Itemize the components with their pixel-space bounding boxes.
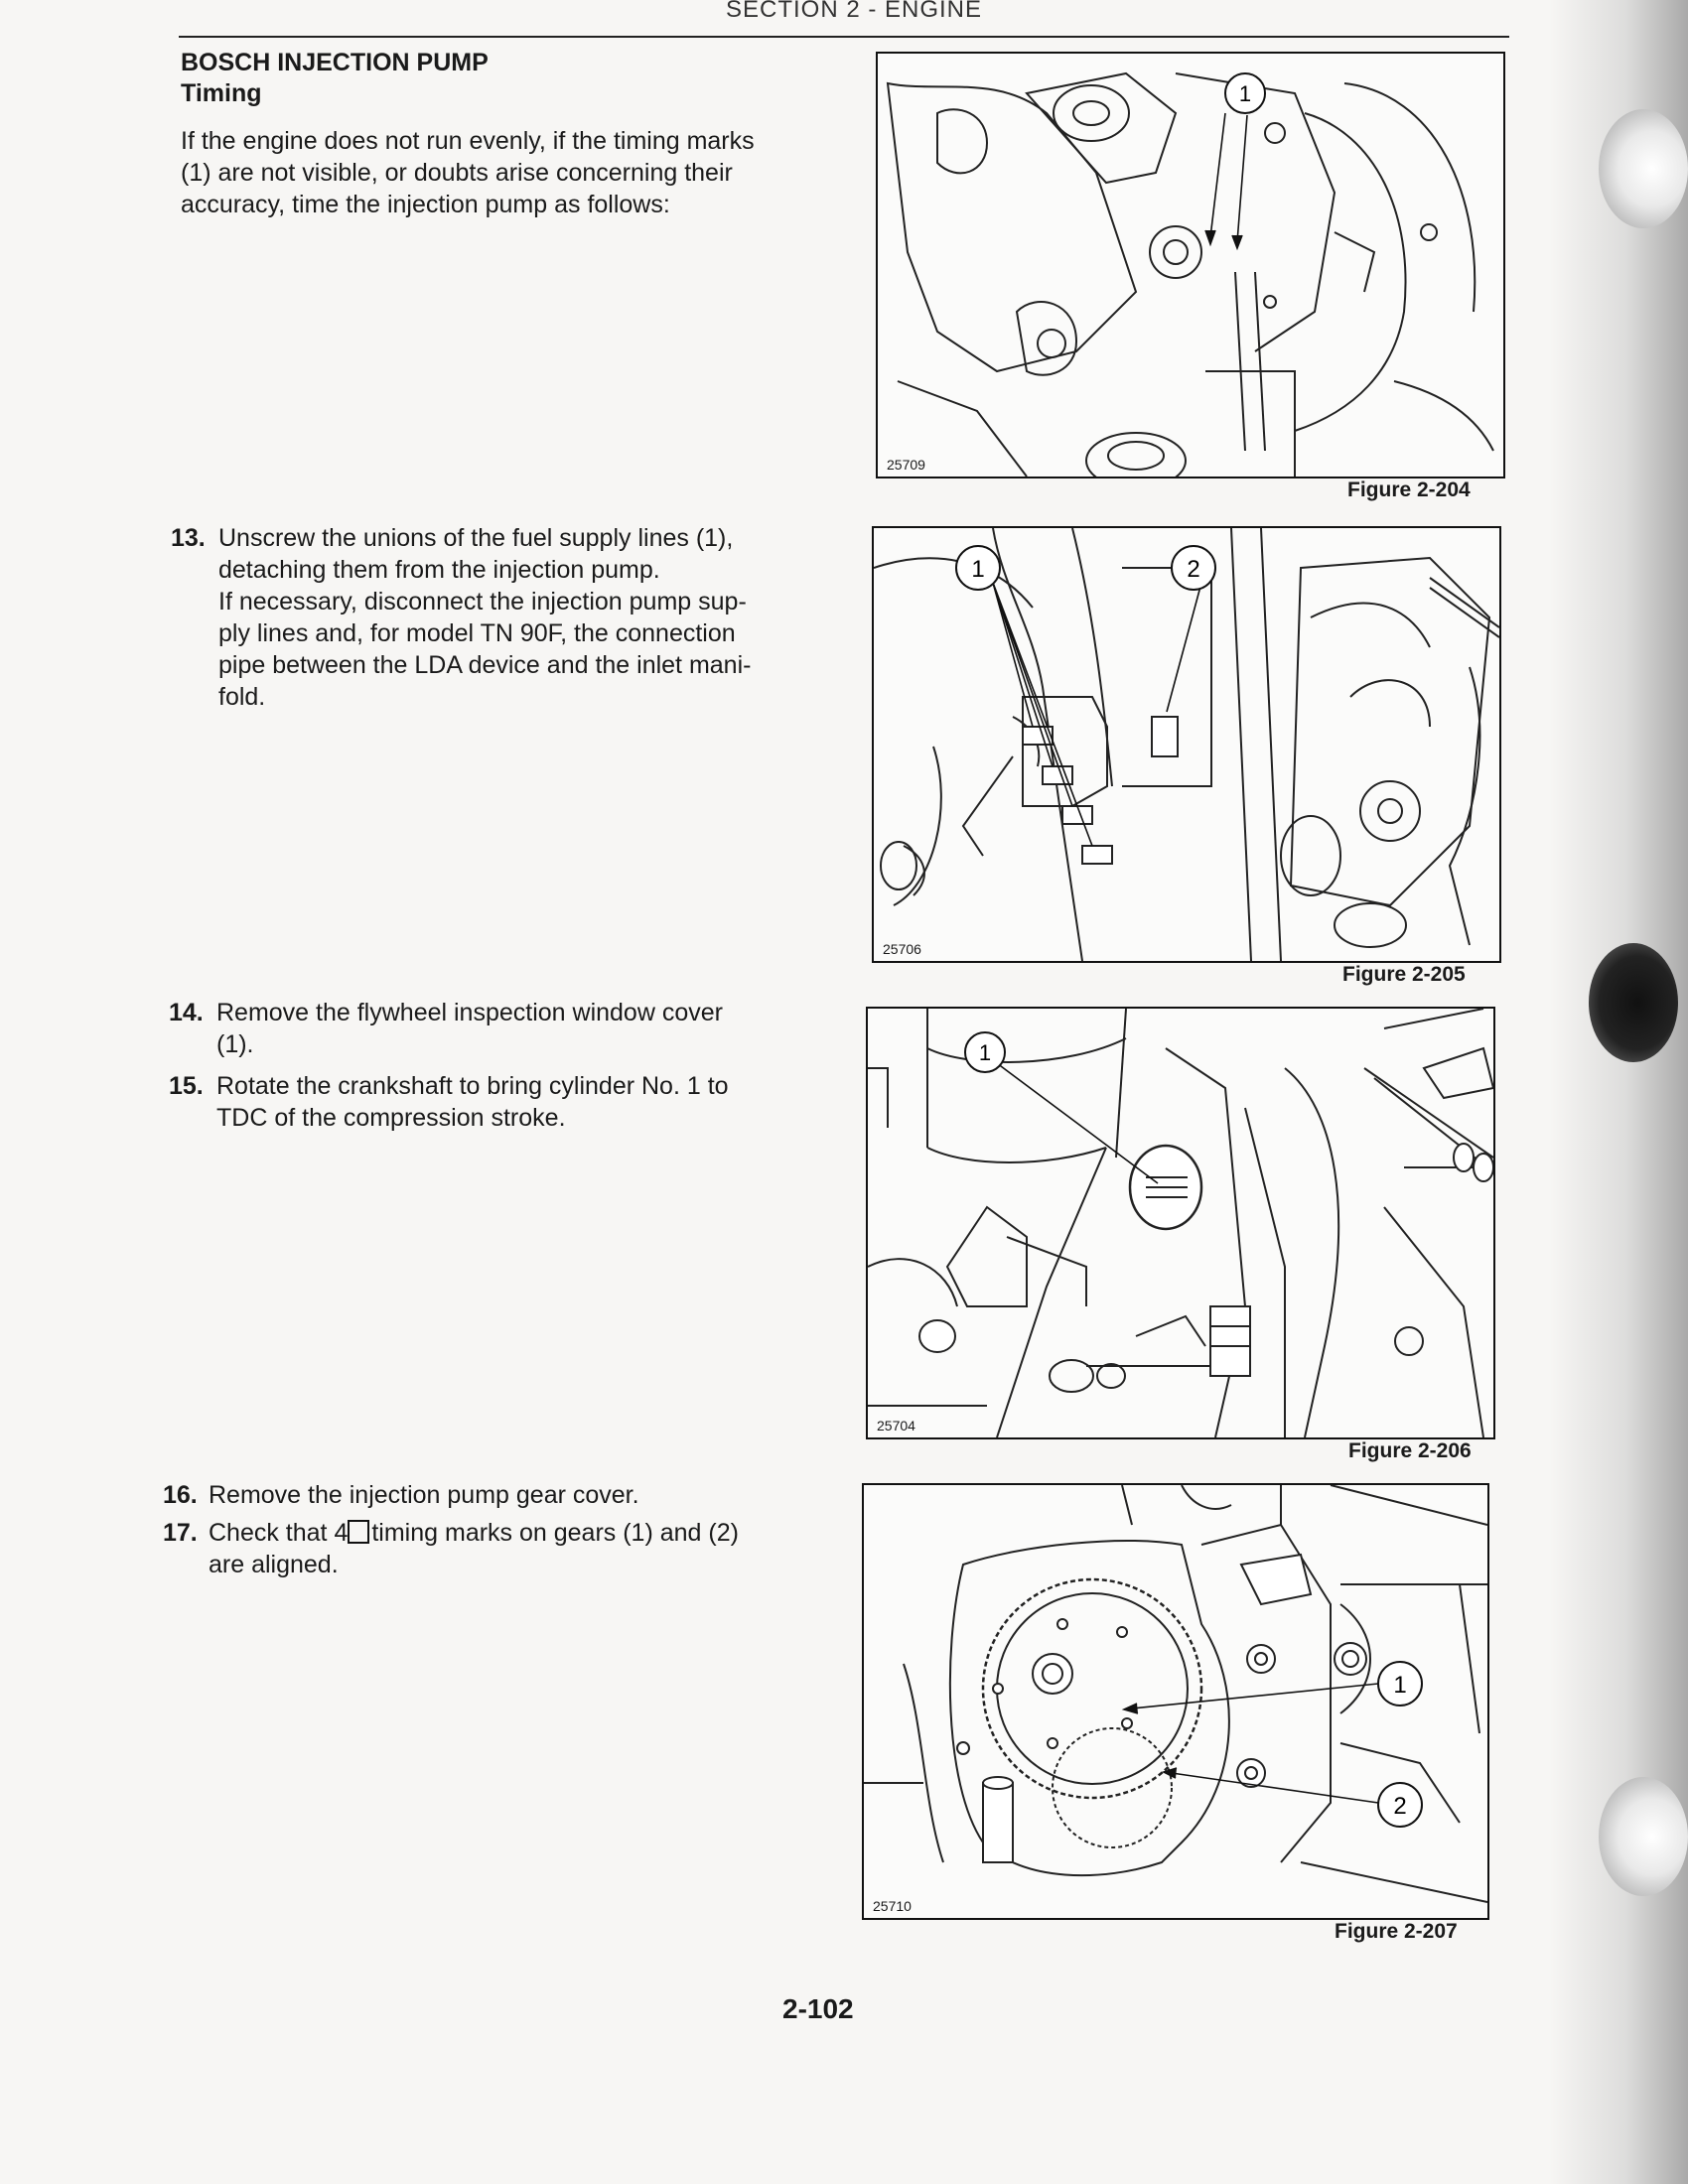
figure-2-207 [862,1483,1489,1920]
figure-caption: Figure 2-207 [1335,1920,1458,1943]
step-number: 14. [169,999,204,1026]
step-13 [171,522,806,713]
section-heading [181,48,489,109]
step-line: Rotate the crankshaft to bring cylinder No. 1 to [216,1072,729,1100]
step-number: 16. [163,1481,198,1509]
step-line: ply lines and, for model TN 90F, the connection [218,619,736,647]
binder-hole-top [1599,109,1688,228]
callout-label: 1 [1238,81,1252,106]
figure-2-204 [876,52,1505,478]
drive-gear [1053,1728,1172,1847]
step-number: 13. [171,524,206,552]
injection-pump-drawing [878,54,1503,477]
step-line: TDC of the compression stroke. [216,1104,566,1132]
step-line: detaching them from the injection pump. [218,556,660,584]
step-line: fold. [218,683,266,711]
fuel-lines-drawing [874,528,1499,961]
step-line: (1). [216,1030,254,1058]
callout-label: 2 [1187,556,1200,583]
step-line [209,1517,818,1549]
step-number: 15. [169,1072,204,1100]
callout-label: 1 [971,556,985,583]
header-rule [179,36,1509,38]
figure-2-206 [866,1007,1495,1439]
figure-caption: Figure 2-205 [1342,963,1466,986]
intro-line: (1) are not visible, or doubts arise concerning their [181,159,733,187]
binder-hole-bottom [1599,1777,1688,1896]
step-text-pre: Check that 4 [209,1519,349,1547]
figure-caption: Figure 2-204 [1347,478,1471,501]
step-text-post: timing marks on gears (1) and (2) [371,1519,739,1547]
heading-title: BOSCH INJECTION PUMP [181,49,489,76]
callout-label: 1 [1393,1672,1407,1699]
heading-subtitle: Timing [181,79,262,107]
figure-id: 25710 [870,1898,914,1914]
step-line: Remove the injection pump gear cover. [209,1481,639,1509]
callout-label: 2 [1393,1793,1407,1820]
pump-gear [983,1579,1201,1798]
intro-line: accuracy, time the injection pump as follows: [181,191,670,218]
step-17 [163,1517,818,1580]
figure-id: 25706 [880,941,924,957]
step-line: pipe between the LDA device and the inlet mani- [218,651,752,679]
flywheel-window-drawing [868,1009,1493,1437]
pump-gear-drawing [864,1485,1487,1918]
binder-hole-middle [1589,943,1678,1062]
callout-label: 1 [978,1040,992,1065]
intro-line: If the engine does not run evenly, if the timing marks [181,127,755,155]
step-15 [169,1070,804,1134]
step-line: Remove the flywheel inspection window cover [216,999,723,1026]
intro-paragraph [181,125,755,220]
figure-caption: Figure 2-206 [1348,1439,1472,1462]
step-line: Unscrew the unions of the fuel supply lines (1), [218,524,734,552]
figure-id: 25709 [884,457,928,473]
page-number: 2-102 [782,1993,854,2024]
timing-mark-box-icon [348,1520,369,1544]
step-16 [163,1479,818,1511]
step-number: 17. [163,1519,198,1547]
figure-2-205 [872,526,1501,963]
step-line: If necessary, disconnect the injection pump sup- [218,588,747,615]
step-14 [169,997,804,1060]
step-line: are aligned. [209,1551,339,1578]
section-header: SECTION 2 - ENGINE [725,0,983,20]
figure-id: 25704 [874,1418,918,1433]
